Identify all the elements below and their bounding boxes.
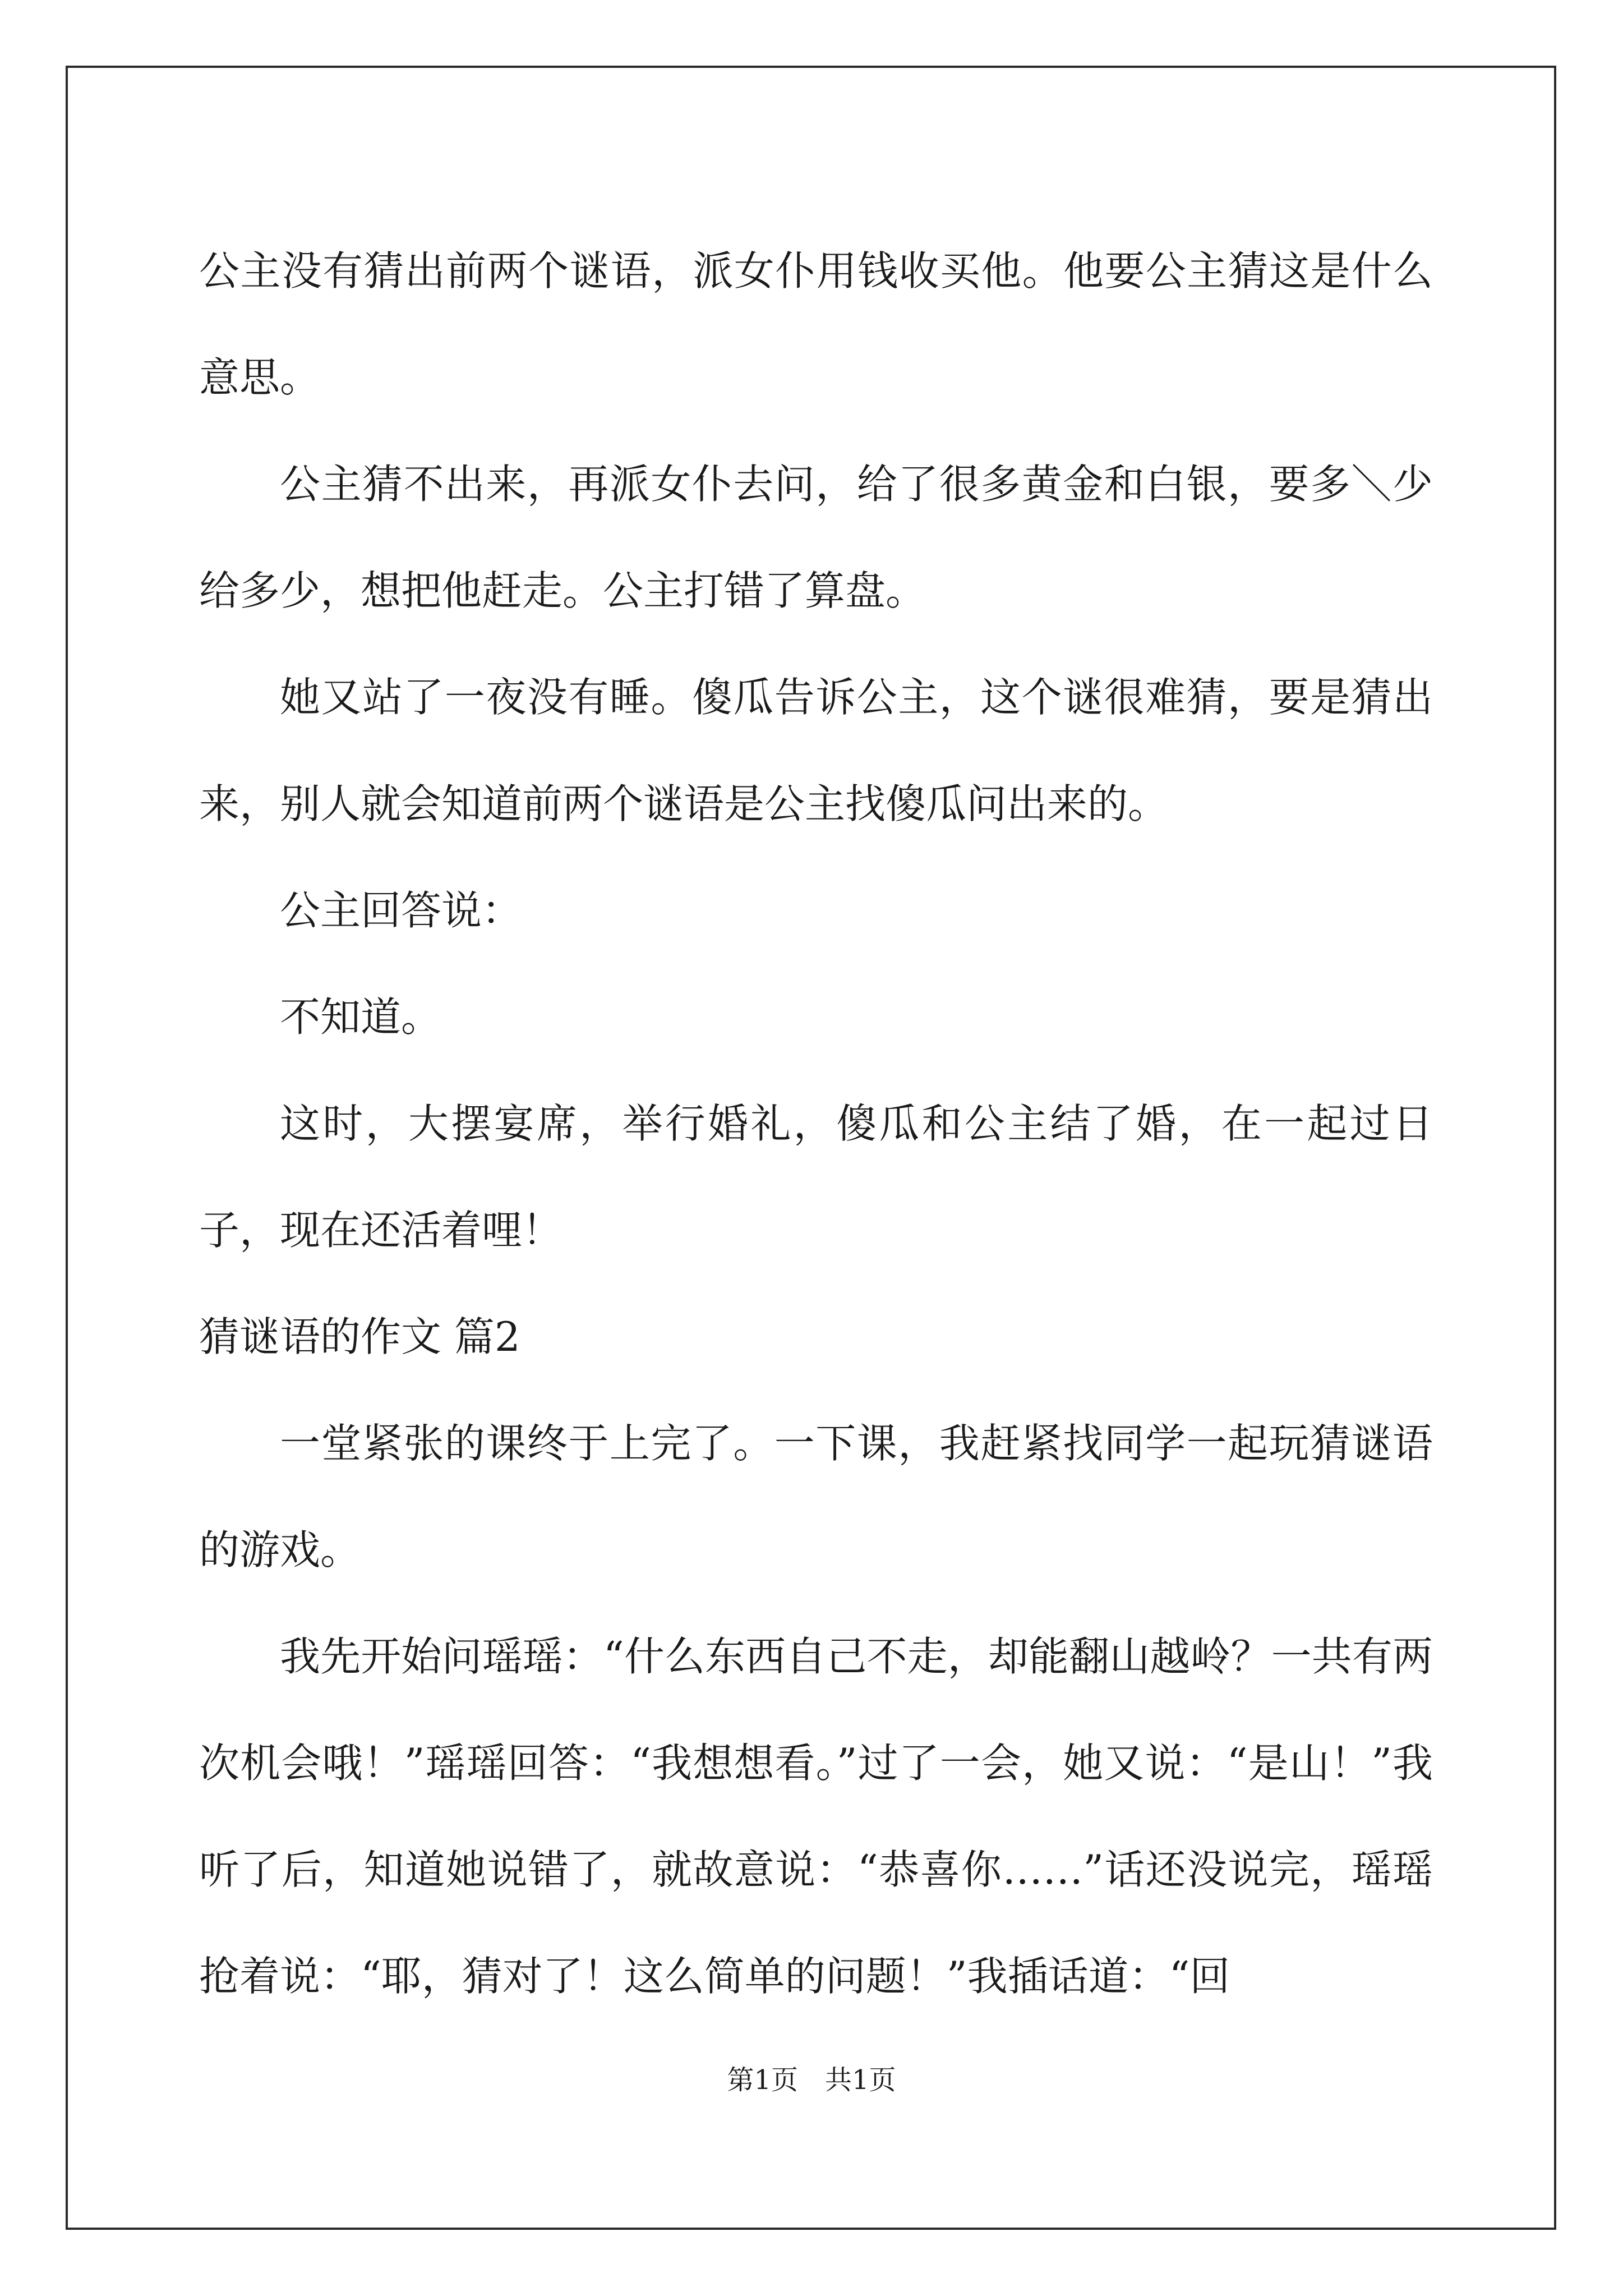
paragraph-3: 她又站了一夜没有睡。傻瓜告诉公主，这个谜很难猜，要是猜出来，别人就会知道前两个谜语是公主找傻瓜问出来的。 xyxy=(199,674,1433,827)
paragraph-8: 我先开始问瑶瑶：“什么东西自己不走，却能翻山越岭？一共有两次机会哦！”瑶瑶回答：“我想想看。”过了一会，她又说：“是山！”我听了后，知道她说错了，就故意说：“恭喜你……”话还没说完，瑶瑶抢着说：“耶，猜对了！这么简单的问题！”我插话道：“回 xyxy=(199,1633,1433,2000)
section-title: 猜谜语的作文 篇2 xyxy=(199,1313,520,1360)
document-body xyxy=(199,218,1433,2030)
page-footer: 第1页 共1页 xyxy=(727,2064,896,2096)
paragraph-7: 一堂紧张的课终于上完了。一下课，我赶紧找同学一起玩猜谜语的游戏。 xyxy=(199,1420,1433,1573)
paragraph-4: 公主回答说： xyxy=(280,887,523,934)
paragraph-5: 不知道。 xyxy=(280,993,442,1041)
paragraph-1: 公主没有猜出前两个谜语，派女仆用钱收买他。他要公主猜这是什么意思。 xyxy=(199,247,1433,401)
paragraph-6: 这时，大摆宴席，举行婚礼，傻瓜和公主结了婚，在一起过日子，现在还活着哩！ xyxy=(199,1100,1433,1254)
paragraph-2: 公主猜不出来，再派女仆去问，给了很多黄金和白银，要多＼少给多少，想把他赶走。公主打错了算盘。 xyxy=(199,461,1433,614)
